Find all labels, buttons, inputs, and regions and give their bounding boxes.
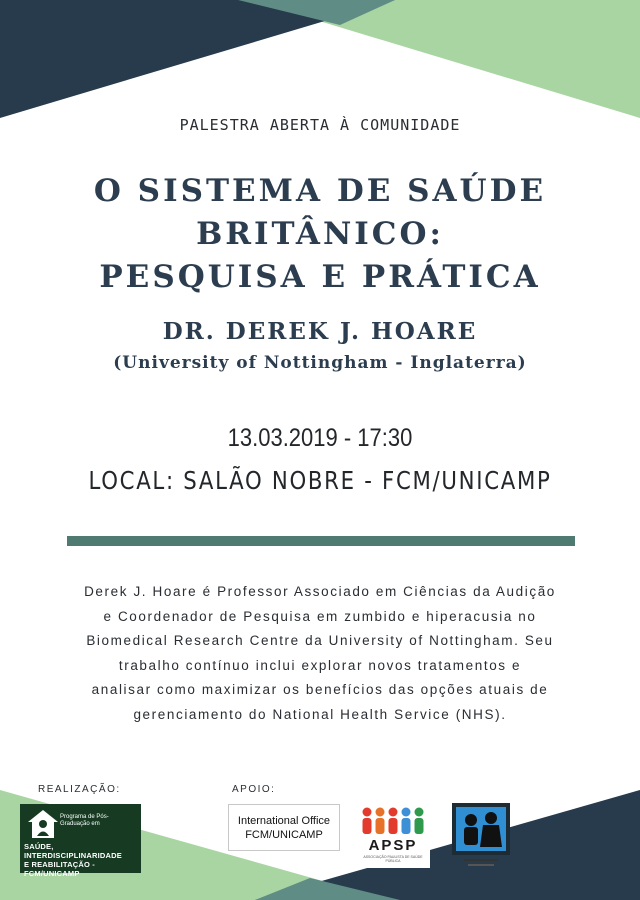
program-logo [20,804,141,878]
bio-line: Derek J. Hoare é Professor Associado em Ciências da Audição [84,584,556,599]
event-datetime: 13.03.2019 - 17:30 [227,424,413,452]
people-figures-icon [361,806,425,836]
lecture-title [0,170,640,299]
bio-line: e Coordenador de Pesquisa em zumbido e hiperacusia no [103,608,537,624]
intl-logo-line-2: FCM/UNICAMP [245,829,323,841]
program-logo-text [24,842,140,878]
program-logo-small-text: Programa de Pós-Graduação em [60,814,109,827]
intl-logo-line-1: International Office [237,815,331,827]
section-divider [67,536,575,546]
speaker-bio [30,580,610,727]
bio-line: gerenciamento do National Health Service (NHS). [133,706,507,722]
bio-line: analisar como maximizar os benefícios das opções atuais de [91,682,549,697]
apsp-logo [356,804,430,868]
house-emblem-icon [26,808,60,840]
speaker-affiliation: (University of Nottingham - Inglaterra) [113,353,527,373]
bio-line: trabalho contínuo inclui explorar novos tratamentos e [118,657,522,673]
apsp-logo-tagline: ASSOCIAÇÃO PAULISTA DE SAÚDE PÚBLICA [363,855,423,863]
bio-line: Biomedical Research Centre da University of Nottingham. Seu [86,633,554,648]
partner-emblem-icon [452,803,510,869]
apsp-logo-name: APSP [368,837,418,854]
title-line-3: PESQUISA E PRÁTICA [99,259,541,295]
international-office-logo [228,804,340,851]
program-logo-line-2: E REABILITAÇÃO - FCM/UNICAMP [24,860,95,878]
apoio-label: APOIO: [232,784,276,795]
event-type-label: PALESTRA ABERTA À COMUNIDADE [179,116,461,134]
realizacao-label: REALIZAÇÃO: [38,784,121,795]
program-logo-line-1: SAÚDE, INTERDISCIPLINARIDADE [24,842,122,860]
event-location: LOCAL: SALÃO NOBRE - FCM/UNICAMP [88,466,552,495]
title-line-1: O SISTEMA DE SAÚDE [93,173,547,209]
speaker-name: DR. DEREK J. HOARE [162,318,478,345]
title-line-2: BRITÂNICO: [196,216,444,252]
